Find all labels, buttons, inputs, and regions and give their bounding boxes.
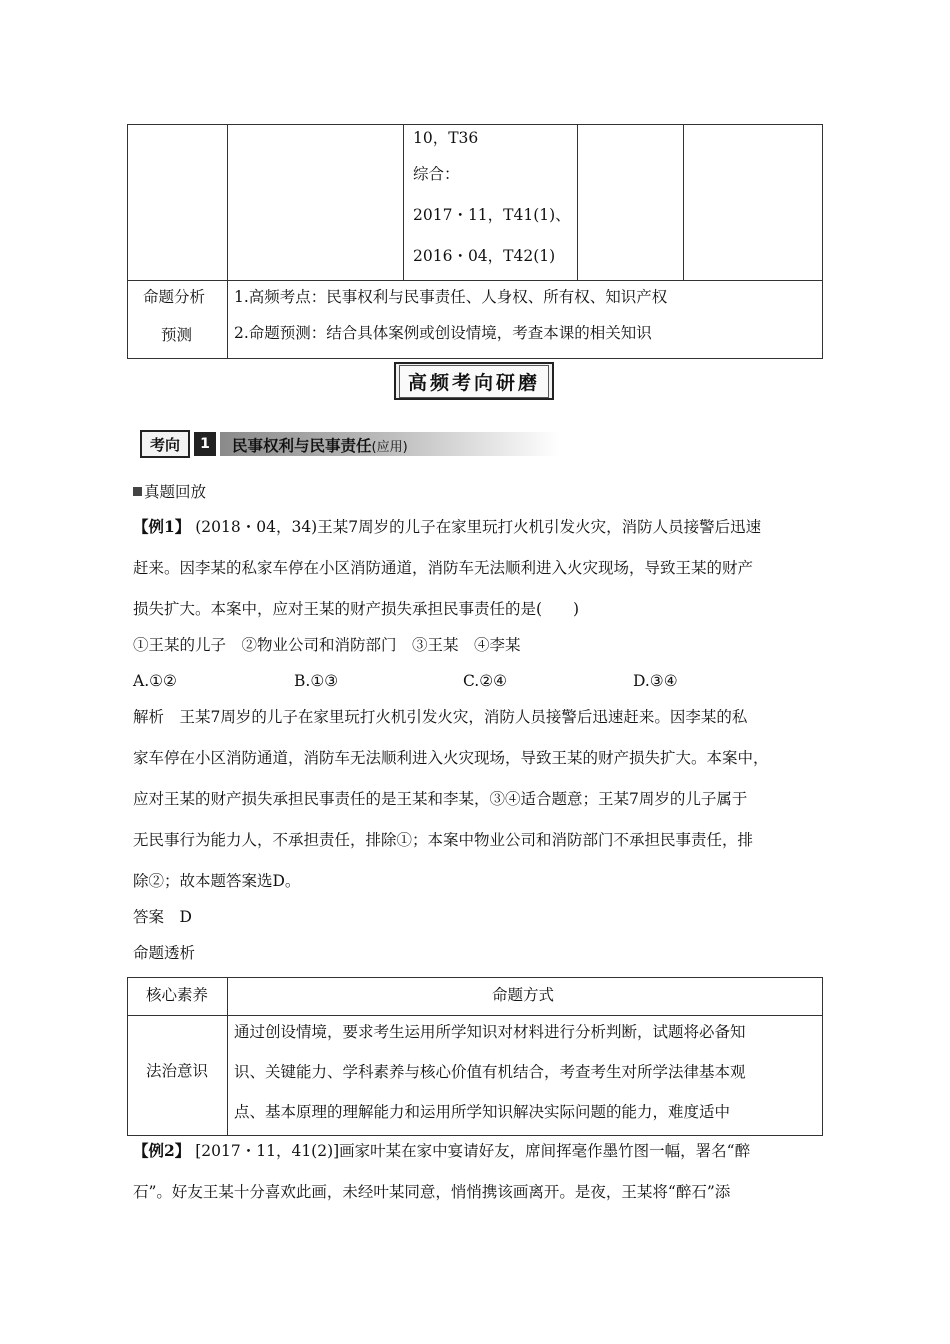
table-row-label: 命题分析 — [143, 288, 206, 306]
table-row-label: 预测 — [161, 326, 193, 344]
example1-line — [133, 516, 761, 538]
example-tag: 【例1】 — [133, 517, 191, 536]
table-cell-line: 2016・04，T42(1) — [413, 247, 556, 265]
table-cell-line: 点、基本原理的理解能力和运用所学知识解决实际问题的能力，难度适中 — [234, 1103, 731, 1121]
option-d: D.③④ — [633, 672, 678, 690]
section-banner — [394, 362, 554, 400]
analysis-line: 应对王某的财产损失承担民事责任的是王某和李某，③④适合题意；王某7周岁的儿子属于 — [133, 790, 748, 808]
table-cell-line: 1.高频考点：民事权利与民事责任、人身权、所有权、知识产权 — [234, 288, 668, 306]
banner-title: 高频考向研磨 — [399, 365, 549, 398]
table-divider — [227, 125, 228, 358]
subheading-zhenti — [133, 481, 206, 503]
section-title-text: 民事权利与民事责任 — [232, 437, 372, 455]
table-divider — [683, 125, 684, 280]
subheading-text: 真题回放 — [144, 483, 207, 501]
table-cell-line: 2017・11，T41(1)、 — [413, 206, 571, 224]
table-header-cell: 命题方式 — [492, 986, 555, 1004]
section-subtitle: (应用) — [371, 440, 408, 455]
touxi-heading: 命题透析 — [133, 944, 196, 962]
example-tag: 【例2】 — [133, 1141, 191, 1160]
example-text: (2018・04，34)王某7周岁的儿子在家里玩打火机引发火灾，消防人员接警后迅速 — [195, 518, 762, 536]
example1-line: 赶来。因李某的私家车停在小区消防通道，消防车无法顺利进入火灾现场，导致王某的财产 — [133, 559, 754, 577]
table-cell-line: 10，T36 — [413, 129, 479, 147]
section-header — [140, 430, 560, 458]
option-b: B.①③ — [294, 672, 339, 690]
example-text: [2017・11，41(2)]画家叶某在家中宴请好友，席间挥毫作墨竹图一幅，署名“醉 — [195, 1142, 751, 1160]
analysis-line: 家车停在小区消防通道，消防车无法顺利进入火灾现场，导致王某的财产损失扩大。本案中， — [133, 749, 769, 767]
option-c: C.②④ — [463, 672, 508, 690]
section-tag: 考向 — [140, 430, 190, 458]
analysis-line: 解析 王某7周岁的儿子在家里玩打火机引发火灾，消防人员接警后迅速赶来。因李某的私 — [133, 708, 748, 726]
example2-line: 石”。好友王某十分喜欢此画，未经叶某同意，悄悄携该画离开。是夜，王某将“醉石”添 — [133, 1183, 731, 1201]
example1-line: 损失扩大。本案中，应对王某的财产损失承担民事责任的是( ) — [133, 600, 580, 618]
square-bullet-icon — [133, 487, 142, 496]
table-divider — [128, 280, 822, 281]
section-number: 1 — [194, 432, 216, 456]
table-divider — [128, 1015, 822, 1016]
answer-line: 答案 D — [133, 908, 192, 926]
table-cell-line: 识、关键能力、学科素养与核心价值有机结合，考查考生对所学法律基本观 — [234, 1063, 746, 1081]
table-cell: 法治意识 — [146, 1062, 209, 1080]
table-header-cell: 核心素养 — [146, 986, 209, 1004]
table-divider — [227, 978, 228, 1135]
section-title — [232, 434, 408, 456]
analysis-line: 除②；故本题答案选D。 — [133, 872, 301, 890]
table-cell-line: 综合： — [413, 165, 460, 183]
option-a: A.①② — [133, 672, 177, 690]
table-divider — [403, 125, 404, 280]
table-cell-line: 2.命题预测：结合具体案例或创设情境，考查本课的相关知识 — [234, 324, 652, 342]
example1-items: ①王某的儿子 ②物业公司和消防部门 ③王某 ④李某 — [133, 636, 521, 654]
table-divider — [577, 125, 578, 280]
table-cell-line: 通过创设情境，要求考生运用所学知识对材料进行分析判断，试题将必备知 — [234, 1023, 746, 1041]
analysis-line: 无民事行为能力人，不承担责任，排除①；本案中物业公司和消防部门不承担民事责任，排 — [133, 831, 754, 849]
example2-line — [133, 1140, 750, 1162]
